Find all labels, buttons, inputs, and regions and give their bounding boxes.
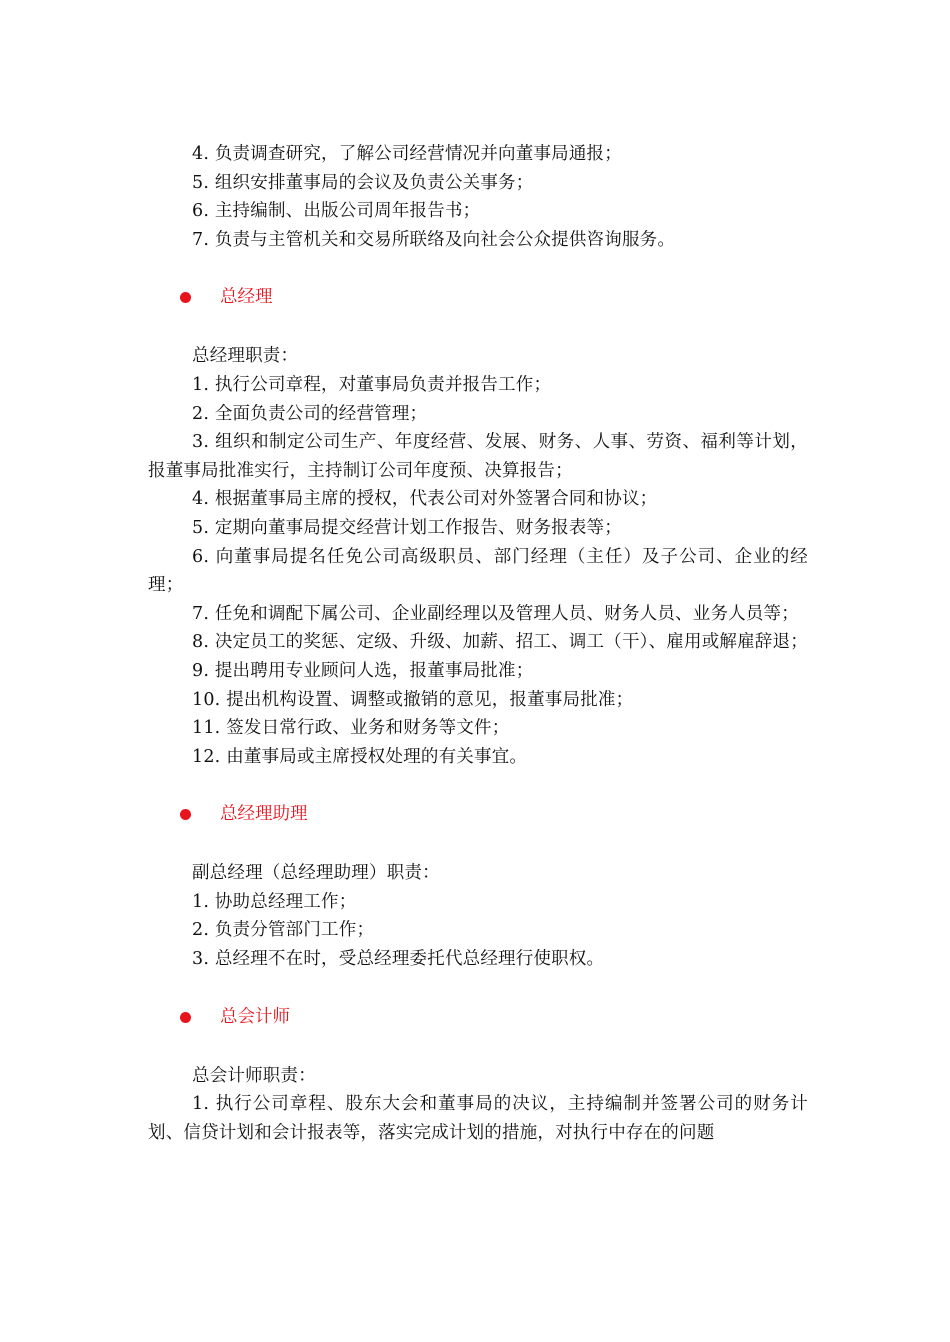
section-heading-general-manager <box>148 270 808 326</box>
list-item: 6. 主持编制、出版公司周年报告书； <box>192 201 481 222</box>
duties-intro: 总会计师职责： <box>192 1065 316 1086</box>
list-item: 12. 由董事局或主席授权处理的有关事宜。 <box>192 746 528 767</box>
list-item: 7. 负责与主管机关和交易所联络及向社会公众提供咨询服务。 <box>192 229 676 250</box>
list-item: 3. 总经理不在时，受总经理委托代总经理行使职权。 <box>192 949 605 970</box>
document-page <box>148 140 808 1147</box>
section-title: 总经理助理 <box>220 804 308 825</box>
list-item: 5. 定期向董事局提交经营计划工作报告、财务报表等； <box>192 517 622 538</box>
list-item: 2. 负责分管部门工作； <box>192 920 375 941</box>
bullet-icon <box>180 1012 191 1023</box>
duties-intro: 副总经理（总经理助理）职责： <box>192 863 440 884</box>
section-title: 总经理 <box>220 287 273 308</box>
list-item: 10. 提出机构设置、调整或撤销的意见，报董事局批准； <box>192 689 634 710</box>
list-item: 1. 执行公司章程、股东大会和董事局的决议，主持编制并签署公司的财务计划、信贷计划和会计报表等，落实完成计划的措施，对执行中存在的问题 <box>148 1094 808 1143</box>
list-item: 9. 提出聘用专业顾问人选，报董事局批准； <box>192 660 534 681</box>
list-item: 6. 向董事局提名任免公司高级职员、部门经理（主任）及子公司、企业的经理； <box>148 546 808 596</box>
list-item: 7. 任免和调配下属公司、企业副经理以及管理人员、财务人员、业务人员等； <box>192 603 799 624</box>
bullet-icon <box>180 292 191 303</box>
section-heading-chief-accountant <box>148 990 808 1046</box>
list-item: 11. 签发日常行政、业务和财务等文件； <box>192 718 510 739</box>
chief-accountant-duties <box>148 1062 808 1148</box>
list-item: 4. 负责调查研究，了解公司经营情况并向董事局通报； <box>192 144 622 164</box>
list-item: 8. 决定员工的奖惩、定级、升级、加薪、招工、调工（干）、雇用或解雇辞退； <box>192 632 808 653</box>
list-item: 4. 根据董事局主席的授权，代表公司对外签署合同和协议； <box>192 489 658 510</box>
general-manager-duties <box>148 342 808 771</box>
bullet-icon <box>180 809 191 820</box>
section-heading-assistant-gm <box>148 787 808 843</box>
duties-intro: 总经理职责： <box>192 346 299 367</box>
list-item: 3. 组织和制定公司生产、年度经营、发展、财务、人事、劳资、福利等计划，报董事局批准实行，主持制订公司年度预、决算报告； <box>148 432 808 481</box>
list-item: 2. 全面负责公司的经营管理； <box>192 403 428 424</box>
section-title: 总会计师 <box>220 1006 290 1027</box>
assistant-gm-duties <box>148 859 808 973</box>
list-item: 5. 组织安排董事局的会议及负责公关事务； <box>192 172 534 193</box>
list-item: 1. 协助总经理工作； <box>192 891 357 912</box>
list-item: 1. 执行公司章程，对董事局负责并报告工作； <box>192 374 552 395</box>
intro-list <box>148 140 808 254</box>
